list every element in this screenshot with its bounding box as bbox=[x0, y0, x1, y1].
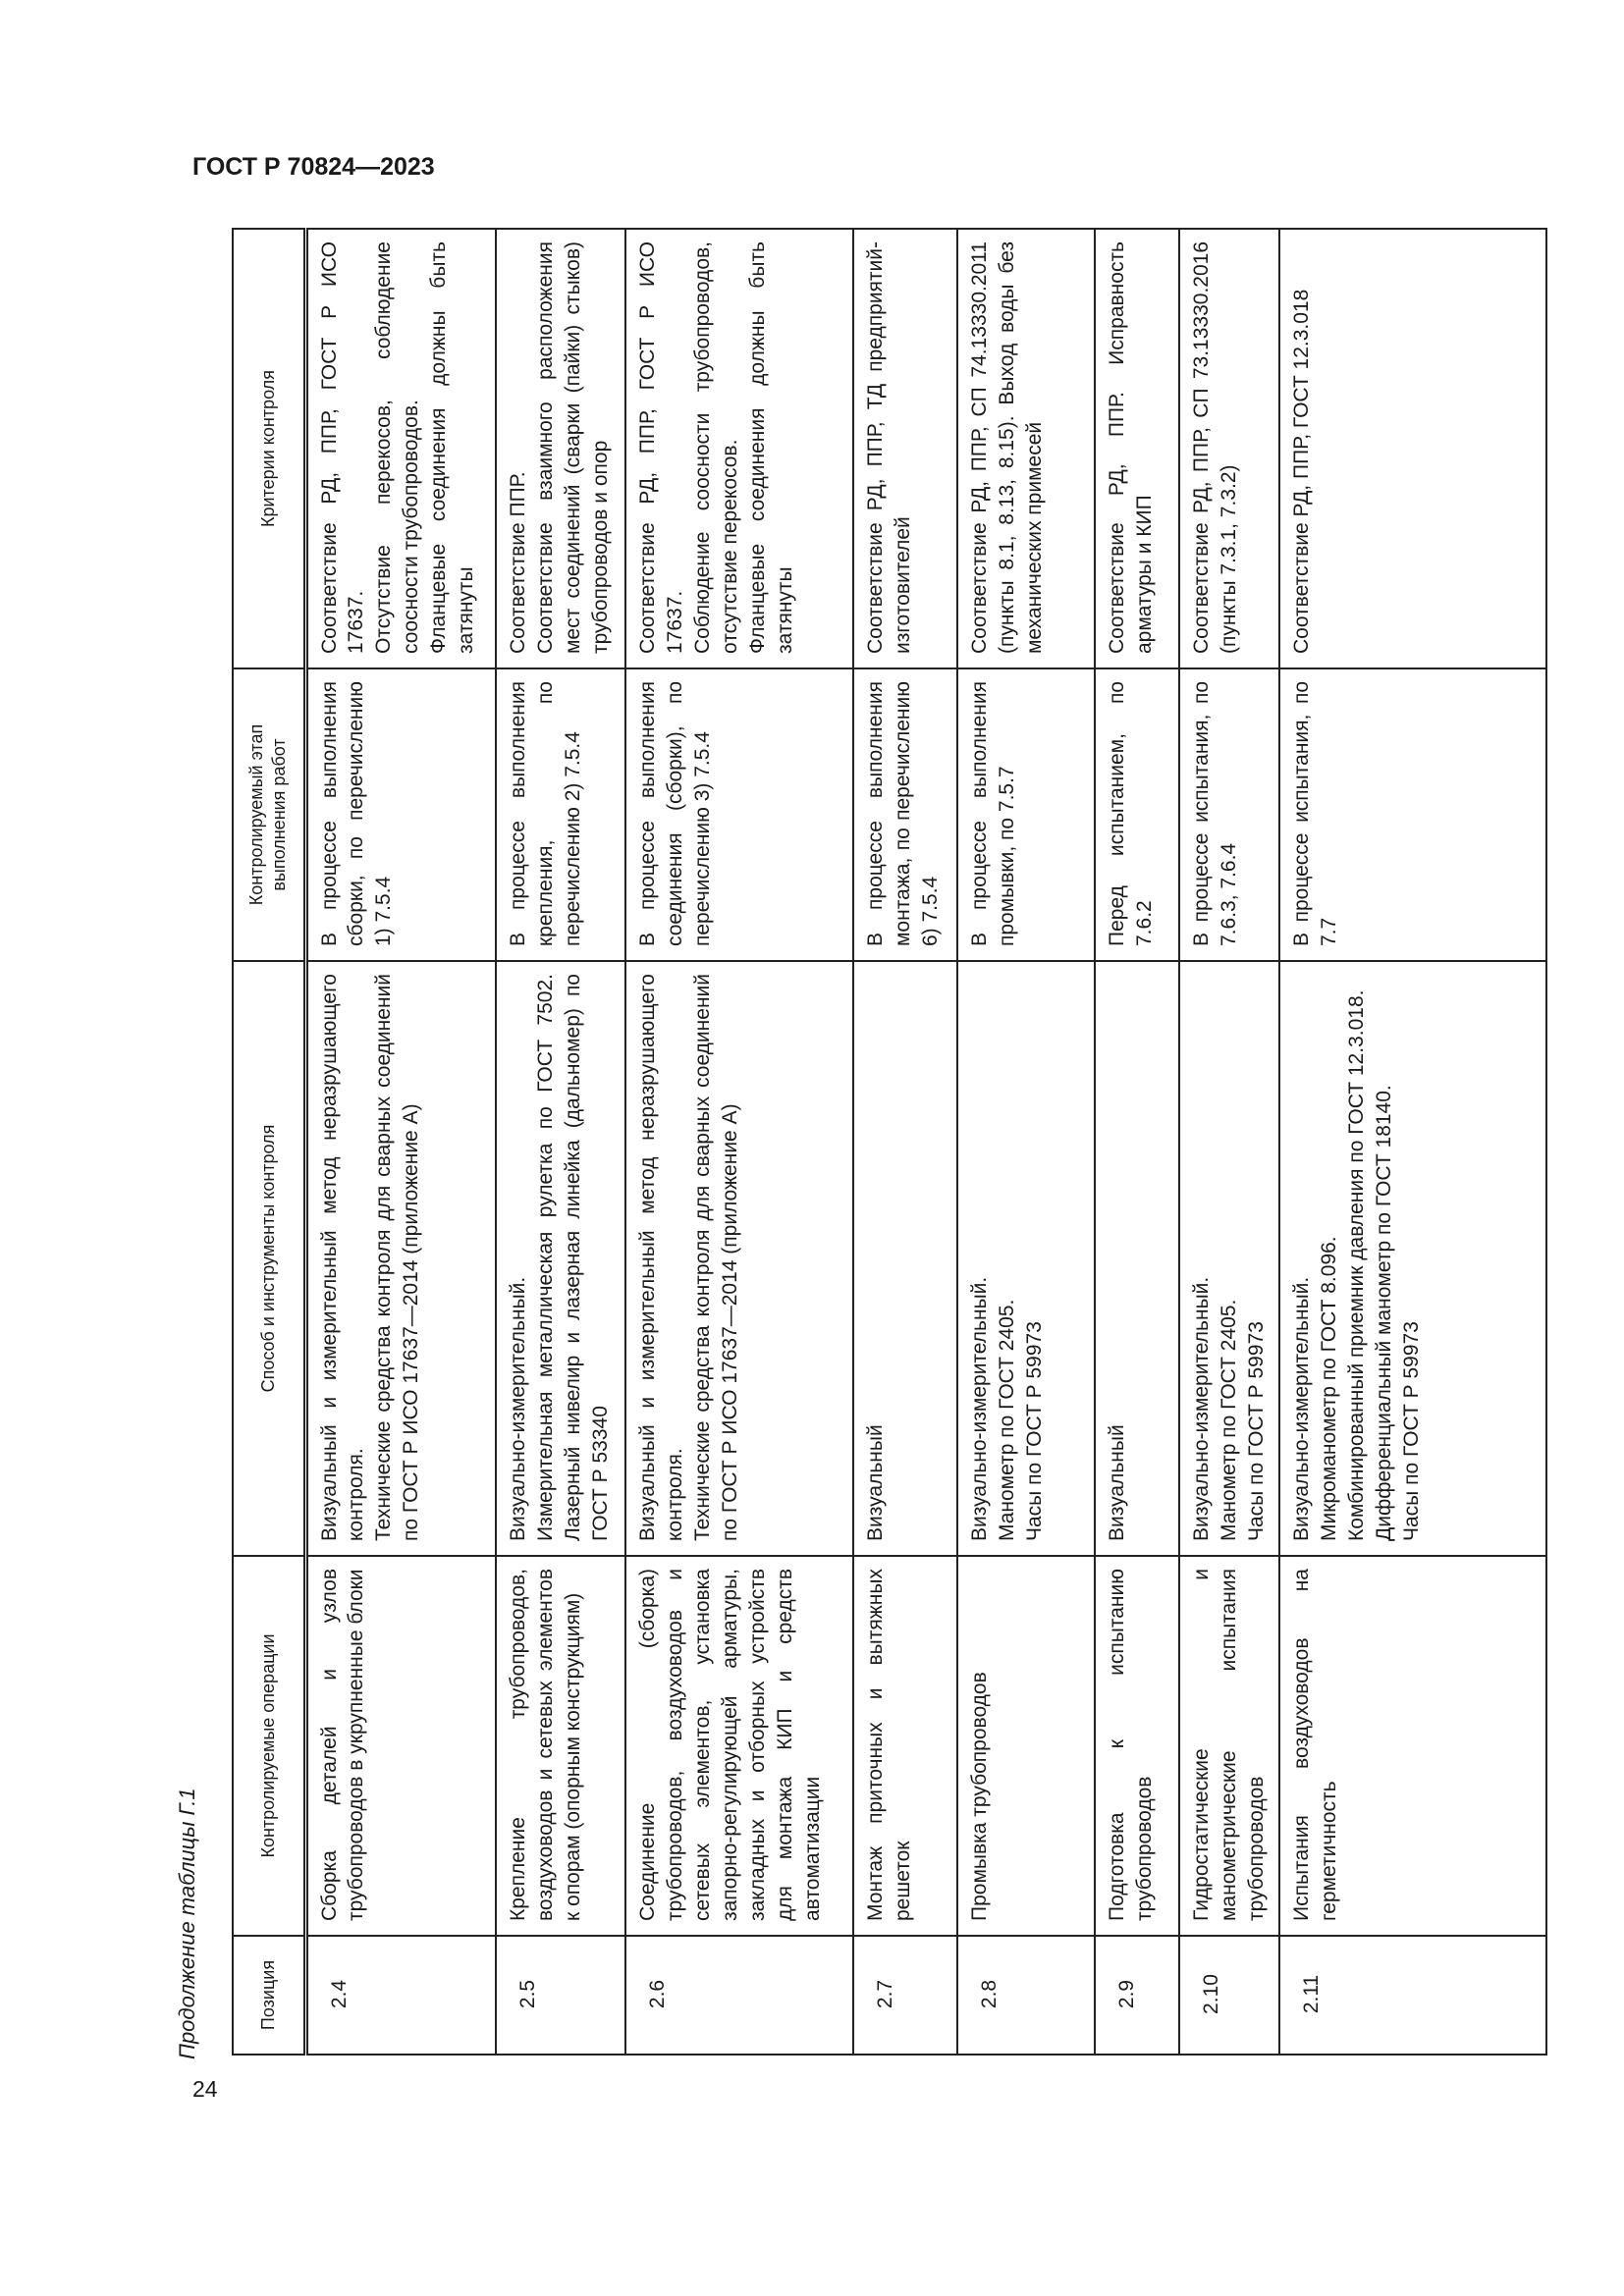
operation-cell: Монтаж приточных и вытяжных решеток bbox=[853, 1556, 957, 1936]
stage-cell: В процессе выполнения крепления, по перечислению 2) 7.5.4 bbox=[496, 668, 625, 961]
method-cell-line: Визуально-измерительный. bbox=[1290, 1276, 1313, 1541]
position-cell: 2.6 bbox=[625, 1936, 853, 2055]
method-cell-line: Часы по ГОСТ Р 59973 bbox=[1244, 1321, 1268, 1541]
operation-cell: Соединение (сборка) трубопроводов, воздуховодов и сетевых элементов, установка запорно-регулирующей арматуры, закладных и отборных устройств для монтажа КИП и средств автоматизации bbox=[625, 1556, 853, 1936]
method-cell bbox=[496, 961, 625, 1556]
criteria-cell bbox=[305, 229, 496, 668]
method-cell-line: Визуальный и измерительный метод неразрушающего контроля. bbox=[636, 974, 686, 1541]
operation-cell: Испытания воздуховодов на герметичность bbox=[1279, 1556, 1546, 1936]
stage-cell: В процессе выполнения сборки, по перечислению 1) 7.5.4 bbox=[305, 668, 496, 961]
method-cell bbox=[305, 961, 496, 1556]
criteria-cell-line: Фланцевые соединения должны быть затянуты bbox=[427, 241, 478, 654]
column-header: Позиция bbox=[233, 1936, 305, 2055]
criteria-cell bbox=[957, 229, 1095, 668]
criteria-cell-line: Фланцевые соединения должны быть затянуты bbox=[745, 241, 796, 654]
position-cell: 2.4 bbox=[305, 1936, 496, 2055]
operation-cell: Крепление трубопроводов, воздуховодов и сетевых элементов к опорам (опорным конструкциям) bbox=[496, 1556, 625, 1936]
table-row bbox=[1279, 229, 1546, 2055]
document-header: ГОСТ Р 70824—2023 bbox=[192, 153, 435, 181]
method-cell-line: Визуальный и измерительный метод неразрушающего контроля. bbox=[317, 974, 368, 1541]
criteria-cell-line: Соответствие ППР. bbox=[507, 471, 529, 654]
stage-cell: В процессе выполнения соединения (сборки), по перечислению 3) 7.5.4 bbox=[625, 668, 853, 961]
table-row bbox=[305, 229, 496, 2055]
criteria-cell-line: Соответствие РД, ППР, ТД предприятий-изготовителей bbox=[864, 241, 914, 654]
column-header: Критерии контроля bbox=[233, 229, 305, 668]
method-cell bbox=[1279, 961, 1546, 1556]
control-table bbox=[232, 228, 1547, 2056]
table-header-row bbox=[233, 229, 305, 2055]
stage-cell: Перед испытанием, по 7.6.2 bbox=[1095, 668, 1179, 961]
position-cell: 2.8 bbox=[957, 1936, 1095, 2055]
table-row bbox=[496, 229, 625, 2055]
criteria-cell bbox=[496, 229, 625, 668]
operation-cell: Сборка деталей и узлов трубопроводов в укрупненные блоки bbox=[305, 1556, 496, 1936]
criteria-cell-line: Соблюдение соосности трубопроводов, отсутствие перекосов. bbox=[690, 241, 741, 654]
criteria-cell bbox=[625, 229, 853, 668]
criteria-cell bbox=[1095, 229, 1179, 668]
table-body bbox=[305, 229, 1546, 2055]
criteria-cell-line: Соответствие РД, ППР. Исправность арматуры и КИП bbox=[1106, 241, 1156, 654]
position-cell: 2.9 bbox=[1095, 1936, 1179, 2055]
method-cell-line: Технические средства контроля для сварных соединений по ГОСТ Р ИСО 17637—2014 (приложение А) bbox=[690, 974, 741, 1541]
stage-cell: В процессе выполнения промывки, по 7.5.7 bbox=[957, 668, 1095, 961]
page-number: 24 bbox=[192, 2076, 218, 2102]
method-cell bbox=[625, 961, 853, 1556]
operation-cell: Промывка трубопроводов bbox=[957, 1556, 1095, 1936]
stage-cell: В процессе испытания, по 7.6.3, 7.6.4 bbox=[1179, 668, 1279, 961]
method-cell bbox=[1179, 961, 1279, 1556]
method-cell-line: Визуально-измерительный. bbox=[968, 1276, 991, 1541]
stage-cell: В процессе выполнения монтажа, по перечислению 6) 7.5.4 bbox=[853, 668, 957, 961]
position-cell: 2.5 bbox=[496, 1936, 625, 2055]
method-cell bbox=[853, 961, 957, 1556]
table-row bbox=[853, 229, 957, 2055]
method-cell-line: Часы по ГОСТ Р 59973 bbox=[1022, 1321, 1046, 1541]
method-cell-line: Манометр по ГОСТ 2405. bbox=[1217, 1299, 1240, 1541]
criteria-cell bbox=[1179, 229, 1279, 668]
method-cell-line: Визуально-измерительный. bbox=[1190, 1276, 1213, 1541]
method-cell-line: Визуальный bbox=[864, 1424, 887, 1541]
method-cell-line: Часы по ГОСТ Р 59973 bbox=[1399, 1321, 1423, 1541]
position-cell: 2.10 bbox=[1179, 1936, 1279, 2055]
table-caption: Продолжение таблицы Г.1 bbox=[175, 1788, 199, 2059]
criteria-cell-line: Соответствие РД, ППР, ГОСТ Р ИСО 17637. bbox=[636, 241, 686, 654]
operation-cell: Гидростатические и манометрические испытания трубопроводов bbox=[1179, 1556, 1279, 1936]
method-cell-line: Комбинированный приемник давления по ГОСТ 12.3.018. bbox=[1344, 989, 1368, 1541]
table-row bbox=[1095, 229, 1179, 2055]
method-cell bbox=[957, 961, 1095, 1556]
method-cell-line: Визуально-измерительный. bbox=[507, 1276, 529, 1541]
operation-cell: Подготовка к испытанию трубопроводов bbox=[1095, 1556, 1179, 1936]
table-row bbox=[1179, 229, 1279, 2055]
method-cell-line: Манометр по ГОСТ 2405. bbox=[995, 1299, 1018, 1541]
criteria-cell bbox=[853, 229, 957, 668]
criteria-cell-line: Соответствие взаимного расположения мест соединений (сварки (пайки) стыков) трубопроводов и опор bbox=[533, 241, 612, 654]
method-cell-line: Дифференциальный манометр по ГОСТ 18140. bbox=[1372, 1085, 1395, 1541]
method-cell bbox=[1095, 961, 1179, 1556]
criteria-cell-line: Соответствие РД, ППР, СП 74.13330.2011 (пункты 8.1, 8.13, 8.15). Выход воды без механических примесей bbox=[968, 241, 1046, 654]
table-row bbox=[625, 229, 853, 2055]
column-header: Способ и инструменты контроля bbox=[233, 961, 305, 1556]
method-cell-line: Измерительная металлическая рулетка по ГОСТ 7502. Лазерный нивелир и лазерная линейка (дальномер) по ГОСТ Р 53340 bbox=[533, 974, 612, 1541]
table-row bbox=[957, 229, 1095, 2055]
criteria-cell-line: Соответствие РД, ППР, ГОСТ 12.3.018 bbox=[1290, 289, 1313, 654]
column-header: Контролируемый этап выполнения работ bbox=[233, 668, 305, 961]
rotated-table-wrapper bbox=[232, 230, 1493, 2056]
criteria-cell-line: Отсутствие перекосов, соблюдение соосности трубопроводов. bbox=[372, 241, 423, 654]
position-cell: 2.11 bbox=[1279, 1936, 1546, 2055]
method-cell-line: Визуальный bbox=[1106, 1424, 1128, 1541]
method-cell-line: Технические средства контроля для сварных соединений по ГОСТ Р ИСО 17637—2014 (приложение А) bbox=[372, 974, 423, 1541]
criteria-cell-line: Соответствие РД, ППР, ГОСТ Р ИСО 17637. bbox=[317, 241, 368, 654]
stage-cell: В процессе испытания, по 7.7 bbox=[1279, 668, 1546, 961]
position-cell: 2.7 bbox=[853, 1936, 957, 2055]
column-header: Контролируемые операции bbox=[233, 1556, 305, 1936]
criteria-cell-line: Соответствие РД, ППР, СП 73.13330.2016 (пункты 7.3.1, 7.3.2) bbox=[1190, 241, 1240, 654]
method-cell-line: Микроманометр по ГОСТ 8.096. bbox=[1317, 1236, 1340, 1541]
criteria-cell bbox=[1279, 229, 1546, 668]
